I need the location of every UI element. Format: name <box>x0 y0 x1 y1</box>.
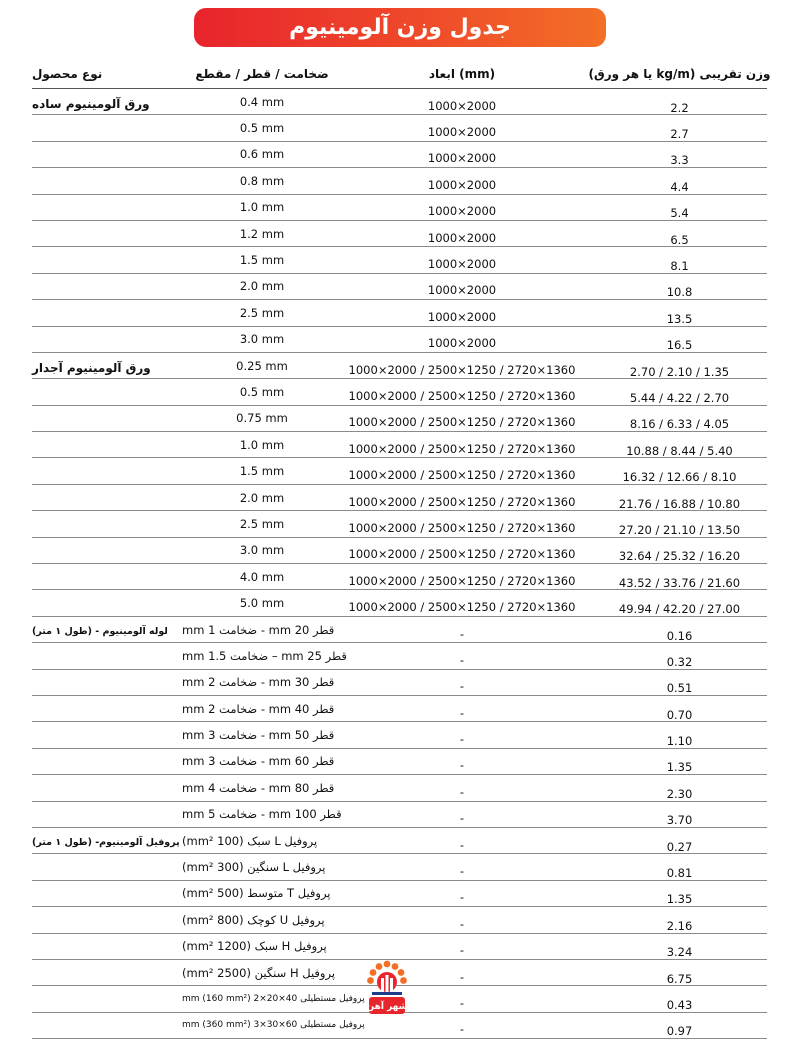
cell-thickness: 1.5 mm <box>239 464 285 479</box>
cell-type <box>32 907 172 934</box>
cell-type <box>32 327 172 354</box>
cell-weight: 16.32 / 12.66 / 8.10 <box>622 470 737 485</box>
cell-weight: 6.5 <box>670 232 689 247</box>
cell-dimensions: - <box>459 784 465 799</box>
table-row <box>32 274 767 300</box>
cell-weight: 8.1 <box>670 259 689 274</box>
cell-dimensions: - <box>459 969 465 984</box>
table-row <box>32 828 767 854</box>
cell-weight: 5.44 / 4.22 / 2.70 <box>629 390 730 405</box>
cell-weight: 21.76 / 16.88 / 10.80 <box>618 496 741 511</box>
cell-thickness: پروفیل L سنگین (300 mm²) <box>182 860 326 875</box>
cell-dimensions: 1000×2000 <box>427 257 497 272</box>
cell-weight: 10.88 / 8.44 / 5.40 <box>626 443 733 458</box>
cell-weight: 0.43 <box>666 997 693 1012</box>
cell-dimensions: - <box>459 864 465 879</box>
cell-dimensions: - <box>459 890 465 905</box>
cell-dimensions: 1000×2000 <box>427 204 497 219</box>
cell-thickness: قطر 40 mm - ضخامت 2 mm <box>182 701 335 716</box>
cell-type <box>32 854 172 881</box>
cell-type <box>32 485 172 512</box>
cell-thickness: پروفیل مستطیلی 60×30×3 mm (360 mm²) <box>182 1020 365 1031</box>
cell-dimensions: - <box>459 732 465 747</box>
cell-dimensions: - <box>459 679 465 694</box>
table-row <box>32 907 767 933</box>
cell-type <box>32 670 172 697</box>
cell-weight: 13.5 <box>666 311 693 326</box>
table-row <box>32 458 767 484</box>
cell-weight: 49.94 / 42.20 / 27.00 <box>618 602 741 617</box>
cell-thickness: 2.0 mm <box>239 279 285 294</box>
cell-type <box>32 195 172 222</box>
cell-dimensions: 1000×2000 / 2500×1250 / 2720×1360 <box>348 388 576 403</box>
cell-weight: 3.70 <box>666 813 693 828</box>
cell-type <box>32 538 172 565</box>
cell-type <box>32 722 172 749</box>
table-row <box>32 722 767 748</box>
cell-dimensions: - <box>459 916 465 931</box>
cell-type <box>32 432 172 459</box>
cell-thickness: قطر 30 mm - ضخامت 2 mm <box>182 675 335 690</box>
table-header <box>32 60 771 89</box>
cell-thickness: 0.5 mm <box>239 384 285 399</box>
cell-thickness: 1.2 mm <box>239 226 285 241</box>
table-row <box>32 775 767 801</box>
cell-weight: 4.4 <box>670 179 689 194</box>
cell-thickness: 2.5 mm <box>239 305 285 320</box>
cell-type <box>32 986 172 1013</box>
cell-type <box>32 221 172 248</box>
cell-weight: 3.24 <box>666 945 693 960</box>
cell-weight: 2.16 <box>666 918 693 933</box>
cell-weight: 2.70 / 2.10 / 1.35 <box>629 364 730 379</box>
cell-dimensions: - <box>459 837 465 852</box>
cell-dimensions: 1000×2000 <box>427 230 497 245</box>
table-row <box>32 353 767 379</box>
cell-dimensions: 1000×2000 / 2500×1250 / 2720×1360 <box>348 415 576 430</box>
cell-type <box>32 511 172 538</box>
cell-weight: 2.7 <box>670 127 689 142</box>
cell-weight: 43.52 / 33.76 / 21.60 <box>618 575 741 590</box>
cell-weight: 1.35 <box>666 760 693 775</box>
table-row <box>32 485 767 511</box>
header-dimensions: ابعاد (mm) <box>428 67 496 81</box>
cell-thickness: 3.0 mm <box>239 543 285 558</box>
cell-weight: 0.27 <box>666 839 693 854</box>
cell-type <box>32 115 172 142</box>
cell-type: ورق آلومینیوم آجدار <box>32 360 151 375</box>
cell-dimensions: 1000×2000 <box>427 98 497 113</box>
table-row <box>32 406 767 432</box>
cell-dimensions: 1000×2000 / 2500×1250 / 2720×1360 <box>348 520 576 535</box>
cell-weight: 6.75 <box>666 971 693 986</box>
logo-text: شهر آهن <box>366 1002 408 1012</box>
table-row <box>32 195 767 221</box>
table-row <box>32 854 767 880</box>
cell-weight: 1.35 <box>666 892 693 907</box>
cell-thickness: 1.0 mm <box>239 200 285 215</box>
table-row <box>32 617 767 643</box>
table-row <box>32 89 767 115</box>
cell-thickness: 1.5 mm <box>239 253 285 268</box>
cell-type <box>32 696 172 723</box>
cell-weight: 32.64 / 25.32 / 16.20 <box>618 549 741 564</box>
cell-type <box>32 274 172 301</box>
header-weight: وزن تقریبی (kg/m یا هر ورق) <box>588 67 771 81</box>
cell-weight: 27.20 / 21.10 / 13.50 <box>618 522 741 537</box>
cell-weight: 2.30 <box>666 786 693 801</box>
cell-dimensions: - <box>459 811 465 826</box>
cell-weight: 0.16 <box>666 628 693 643</box>
cell-thickness: 0.4 mm <box>239 94 285 109</box>
cell-dimensions: 1000×2000 / 2500×1250 / 2720×1360 <box>348 468 576 483</box>
cell-dimensions: 1000×2000 <box>427 151 497 166</box>
cell-dimensions: 1000×2000 / 2500×1250 / 2720×1360 <box>348 362 576 377</box>
cell-type <box>32 247 172 274</box>
header-type: نوع محصول <box>32 67 103 81</box>
cell-type <box>32 934 172 961</box>
table-row <box>32 802 767 828</box>
table-row <box>32 564 767 590</box>
cell-thickness: قطر 50 mm - ضخامت 3 mm <box>182 728 335 743</box>
table-row <box>32 881 767 907</box>
cell-weight: 10.8 <box>666 285 693 300</box>
cell-type <box>32 960 172 987</box>
cell-thickness: 4.0 mm <box>239 569 285 584</box>
cell-type: پروفیل آلومینیوم- (طول ۱ متر) <box>32 837 180 849</box>
cell-type <box>32 775 172 802</box>
cell-dimensions: 1000×2000 / 2500×1250 / 2720×1360 <box>348 441 576 456</box>
cell-type <box>32 564 172 591</box>
table-row <box>32 247 767 273</box>
cell-dimensions: 1000×2000 <box>427 177 497 192</box>
cell-thickness: 3.0 mm <box>239 332 285 347</box>
cell-thickness: 0.5 mm <box>239 121 285 136</box>
cell-type <box>32 802 172 829</box>
cell-thickness: 2.5 mm <box>239 516 285 531</box>
cell-thickness: 0.75 mm <box>236 411 288 426</box>
cell-thickness: قطر 100 mm - ضخامت 5 mm <box>182 807 342 822</box>
cell-type <box>32 749 172 776</box>
cell-dimensions: - <box>459 626 465 641</box>
cell-thickness: پروفیل H سنگین (2500 mm²) <box>182 965 336 980</box>
table-row <box>32 511 767 537</box>
cell-type <box>32 1013 172 1040</box>
cell-dimensions: 1000×2000 <box>427 283 497 298</box>
cell-weight: 0.51 <box>666 681 693 696</box>
table-row <box>32 643 767 669</box>
cell-type <box>32 458 172 485</box>
cell-thickness: قطر 80 mm - ضخامت 4 mm <box>182 780 335 795</box>
cell-weight: 0.81 <box>666 866 693 881</box>
cell-weight: 3.3 <box>670 153 689 168</box>
cell-dimensions: - <box>459 995 465 1010</box>
cell-thickness: پروفیل مستطیلی 40×20×2 mm (160 mm²) <box>182 993 365 1004</box>
cell-dimensions: - <box>459 652 465 667</box>
cell-thickness: 1.0 mm <box>239 437 285 452</box>
cell-weight: 16.5 <box>666 338 693 353</box>
table-row <box>32 670 767 696</box>
cell-dimensions: - <box>459 943 465 958</box>
cell-type: ورق آلومینیوم ساده <box>32 96 150 111</box>
header-thickness: ضخامت / قطر / مقطع <box>195 67 329 81</box>
cell-thickness: 2.0 mm <box>239 490 285 505</box>
cell-thickness: 0.8 mm <box>239 173 285 188</box>
cell-thickness: قطر 60 mm - ضخامت 3 mm <box>182 754 335 769</box>
cell-dimensions: - <box>459 758 465 773</box>
table-row <box>32 168 767 194</box>
cell-weight: 0.70 <box>666 707 693 722</box>
cell-thickness: پروفیل T متوسط (500 mm²) <box>182 886 331 901</box>
table-row <box>32 300 767 326</box>
cell-thickness: 0.25 mm <box>236 358 288 373</box>
cell-weight: 1.10 <box>666 734 693 749</box>
cell-thickness: پروفیل H سبک (1200 mm²) <box>182 939 327 954</box>
cell-thickness: پروفیل L سبک (100 mm²) <box>182 833 318 848</box>
cell-weight: 5.4 <box>670 206 689 221</box>
table-row <box>32 749 767 775</box>
title-banner <box>194 8 606 47</box>
shahre-ahan-logo <box>364 958 410 1018</box>
table-row <box>32 142 767 168</box>
table-row <box>32 432 767 458</box>
cell-dimensions: 1000×2000 / 2500×1250 / 2720×1360 <box>348 573 576 588</box>
cell-thickness: 0.6 mm <box>239 147 285 162</box>
cell-dimensions: 1000×2000 / 2500×1250 / 2720×1360 <box>348 547 576 562</box>
cell-type <box>32 142 172 169</box>
cell-type <box>32 406 172 433</box>
table-row <box>32 590 767 616</box>
table-body <box>32 89 767 1039</box>
cell-dimensions: 1000×2000 <box>427 309 497 324</box>
page-title: جدول وزن آلومینیوم <box>289 15 511 40</box>
cell-thickness: قطر 20 mm - ضخامت 1 mm <box>182 622 335 637</box>
cell-dimensions: 1000×2000 <box>427 125 497 140</box>
cell-type <box>32 379 172 406</box>
table-row <box>32 115 767 141</box>
table-row <box>32 327 767 353</box>
cell-weight: 0.32 <box>666 654 693 669</box>
table-row <box>32 379 767 405</box>
cell-dimensions: - <box>459 1022 465 1037</box>
cell-type <box>32 881 172 908</box>
cell-dimensions: 1000×2000 / 2500×1250 / 2720×1360 <box>348 494 576 509</box>
cell-dimensions: 1000×2000 / 2500×1250 / 2720×1360 <box>348 600 576 615</box>
cell-weight: 0.97 <box>666 1024 693 1039</box>
table-row <box>32 538 767 564</box>
table-row <box>32 696 767 722</box>
cell-thickness: پروفیل U کوچک (800 mm²) <box>182 912 325 927</box>
weight-table <box>32 60 771 1039</box>
cell-dimensions: 1000×2000 <box>427 336 497 351</box>
cell-type: لوله آلومینیوم - (طول ۱ متر) <box>32 626 168 637</box>
table-row <box>32 221 767 247</box>
cell-thickness: 5.0 mm <box>239 596 285 611</box>
cell-type <box>32 590 172 617</box>
table-row <box>32 934 767 960</box>
cell-weight: 2.2 <box>670 100 689 115</box>
cell-thickness: قطر 25 mm – ضخامت 1.5 mm <box>182 648 347 663</box>
cell-type <box>32 643 172 670</box>
cell-type <box>32 168 172 195</box>
cell-type <box>32 300 172 327</box>
cell-weight: 8.16 / 6.33 / 4.05 <box>629 417 730 432</box>
cell-dimensions: - <box>459 705 465 720</box>
